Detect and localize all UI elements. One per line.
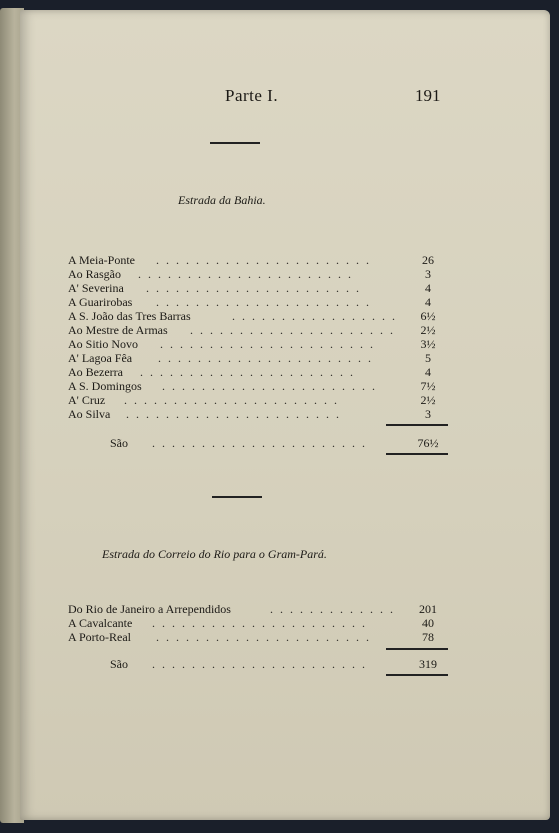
distance-value: 4 bbox=[425, 295, 431, 309]
distance-value: 201 bbox=[419, 602, 437, 616]
place-name: Ao Bezerra bbox=[68, 365, 123, 379]
book-page bbox=[20, 10, 550, 820]
distance-value: 4 bbox=[425, 365, 431, 379]
total-underline bbox=[386, 674, 448, 676]
running-header-title: Parte I. bbox=[225, 86, 279, 105]
dot-leader: . . . . . . . . . . . . . . . . . . . . . . bbox=[140, 365, 355, 379]
distance-value: 2½ bbox=[420, 393, 436, 407]
distance-value: 3 bbox=[425, 267, 431, 281]
distance-value: 6½ bbox=[420, 309, 436, 323]
list-item bbox=[68, 379, 448, 393]
place-name: Ao Sitio Novo bbox=[68, 337, 139, 351]
list-item bbox=[68, 616, 448, 630]
dot-leader: . . . . . . . . . . . . . . . . . . . . . . bbox=[152, 436, 367, 450]
dot-leader: . . . . . . . . . . . . . . . . . . . . . . bbox=[158, 351, 373, 365]
list-item bbox=[68, 351, 448, 365]
distance-value: 7½ bbox=[420, 379, 436, 393]
list-item bbox=[68, 281, 448, 295]
section-title-bahia: Estrada da Bahia. bbox=[178, 193, 266, 207]
dot-leader: . . . . . . . . . . . . . . . . . . . . . . bbox=[138, 267, 353, 281]
list-item bbox=[68, 253, 448, 267]
list-item bbox=[68, 365, 448, 379]
list-item bbox=[68, 323, 448, 337]
total-underline bbox=[386, 453, 448, 455]
total-row bbox=[68, 657, 448, 671]
list-item bbox=[68, 309, 448, 323]
dot-leader: . . . . . . . . . . . . . . . . . . . . . bbox=[190, 323, 395, 337]
total-value: 319 bbox=[419, 657, 437, 671]
distance-value: 2½ bbox=[420, 323, 436, 337]
dot-leader: . . . . . . . . . . . . . . . . . . . . . . bbox=[162, 379, 377, 393]
dot-leader: . . . . . . . . . . . . . . . . . . . . . . bbox=[126, 407, 341, 421]
distance-value: 5 bbox=[425, 351, 431, 365]
dot-leader: . . . . . . . . . . . . . . . . . . . . . . bbox=[146, 281, 361, 295]
sum-rule bbox=[386, 424, 448, 426]
dot-leader: . . . . . . . . . . . . . . . . . . . . . . bbox=[124, 393, 339, 407]
dot-leader: . . . . . . . . . . . . . bbox=[270, 602, 395, 616]
distance-value: 4 bbox=[425, 281, 431, 295]
header-rule bbox=[210, 142, 260, 144]
place-name: Do Rio de Janeiro a Arrependidos bbox=[68, 602, 231, 616]
dot-leader: . . . . . . . . . . . . . . . . . . . . . . bbox=[156, 630, 371, 644]
place-name: Ao Mestre de Armas bbox=[68, 323, 168, 337]
section-title-correio: Estrada do Correio do Rio para o Gram-Pará. bbox=[102, 547, 327, 561]
place-name: Ao Silva bbox=[68, 407, 111, 421]
place-name: A S. Domingos bbox=[68, 379, 142, 393]
place-name: A' Lagoa Fêa bbox=[68, 351, 133, 365]
place-name: A S. João das Tres Barras bbox=[68, 309, 191, 323]
place-name: A Meia-Ponte bbox=[68, 253, 135, 267]
place-name: A Guarirobas bbox=[68, 295, 133, 309]
distance-value: 78 bbox=[422, 630, 434, 644]
list-item bbox=[68, 407, 448, 421]
list-item bbox=[68, 337, 448, 351]
list-item bbox=[68, 295, 448, 309]
distance-value: 3 bbox=[425, 407, 431, 421]
list-item bbox=[68, 393, 448, 407]
place-name: A' Cruz bbox=[68, 393, 106, 407]
dot-leader: . . . . . . . . . . . . . . . . . . . . . . bbox=[152, 657, 367, 671]
dot-leader: . . . . . . . . . . . . . . . . . . . . . . bbox=[156, 295, 371, 309]
place-name: Ao Rasgão bbox=[68, 267, 121, 281]
dot-leader: . . . . . . . . . . . . . . . . . . . . . . bbox=[160, 337, 375, 351]
list-item bbox=[68, 267, 448, 281]
distance-value: 40 bbox=[422, 616, 434, 630]
dot-leader: . . . . . . . . . . . . . . . . . bbox=[232, 309, 397, 323]
total-value: 76½ bbox=[417, 436, 439, 450]
section-divider-rule bbox=[212, 496, 262, 498]
page-number: 191 bbox=[415, 86, 441, 105]
list-item bbox=[68, 630, 448, 644]
sum-rule bbox=[386, 648, 448, 650]
place-name: A Porto-Real bbox=[68, 630, 131, 644]
place-name: A Cavalcante bbox=[68, 616, 133, 630]
place-name: A' Severina bbox=[68, 281, 124, 295]
dot-leader: . . . . . . . . . . . . . . . . . . . . . . bbox=[152, 616, 367, 630]
total-label: São bbox=[110, 436, 128, 450]
list-item bbox=[68, 602, 448, 616]
distance-value: 26 bbox=[422, 253, 434, 267]
total-label: São bbox=[110, 657, 128, 671]
total-row bbox=[68, 436, 448, 450]
dot-leader: . . . . . . . . . . . . . . . . . . . . . . bbox=[156, 253, 371, 267]
distance-value: 3½ bbox=[420, 337, 436, 351]
